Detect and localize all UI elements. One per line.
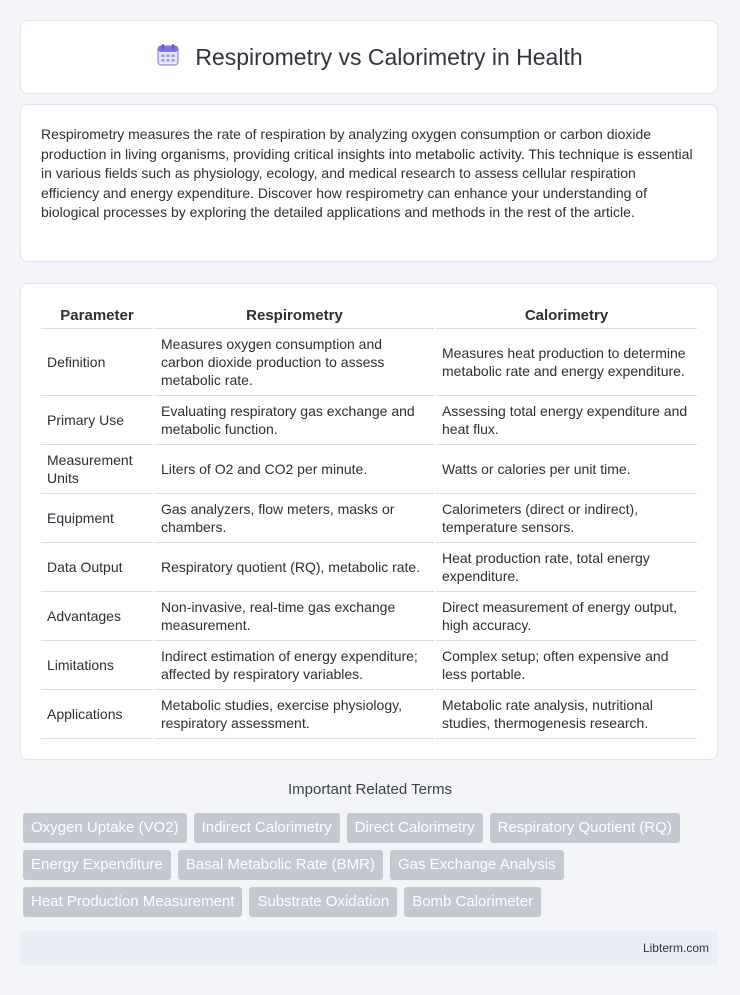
table-row (41, 641, 697, 690)
comparison-table (39, 302, 699, 739)
related-term-tag[interactable]: Gas Exchange Analysis (390, 850, 564, 880)
header (155, 42, 582, 73)
table-row (41, 329, 697, 396)
table-cell: Non-invasive, real-time gas exchange measurement. (155, 592, 434, 641)
table-cell-parameter: Advantages (41, 592, 153, 641)
table-cell: Measures oxygen consumption and carbon dioxide production to assess metabolic rate. (155, 329, 434, 396)
page-title: Respirometry vs Calorimetry in Health (195, 43, 583, 70)
table-header-row (41, 302, 697, 329)
table-cell: Watts or calories per unit time. (436, 445, 697, 494)
table-row (41, 445, 697, 494)
table-cell-parameter: Applications (41, 690, 153, 739)
related-terms-list (23, 813, 723, 917)
table-row (41, 592, 697, 641)
table-cell: Liters of O2 and CO2 per minute. (155, 445, 434, 494)
header-respirometry: Respirometry (155, 302, 434, 329)
table-cell: Metabolic studies, exercise physiology, respiratory assessment. (155, 690, 434, 739)
related-term-tag[interactable]: Bomb Calorimeter (404, 887, 541, 917)
related-term-tag[interactable]: Energy Expenditure (23, 850, 171, 880)
table-cell: Measures heat production to determine metabolic rate and energy expenditure. (436, 329, 697, 396)
intro-card (20, 104, 718, 262)
table-row (41, 494, 697, 543)
table-cell-parameter: Primary Use (41, 396, 153, 445)
header-card (20, 20, 718, 94)
header-calorimetry: Calorimetry (436, 302, 697, 329)
table-cell: Heat production rate, total energy expenditure. (436, 543, 697, 592)
table-cell-parameter: Limitations (41, 641, 153, 690)
table-cell-parameter: Data Output (41, 543, 153, 592)
table-cell: Assessing total energy expenditure and heat flux. (436, 396, 697, 445)
table-cell-parameter: Equipment (41, 494, 153, 543)
table-cell-parameter: Definition (41, 329, 153, 396)
table-cell: Direct measurement of energy output, high accuracy. (436, 592, 697, 641)
related-terms-title: Important Related Terms (288, 781, 452, 798)
table-row (41, 690, 697, 739)
table-cell-parameter: Measurement Units (41, 445, 153, 494)
table-cell: Indirect estimation of energy expenditure; affected by respiratory variables. (155, 641, 434, 690)
header-parameter: Parameter (41, 302, 153, 329)
intro-paragraph: Respirometry measures the rate of respiration by analyzing oxygen consumption or carbon dioxide production in living organisms, providing critical insights into metabolic activity. This technique is essential in various fields such as physiology, ecology, and medical research to assess cellular respiration efficiency and energy expenditure. Discover how respirometry can enhance your understanding of biological processes by exploring the detailed applications and methods in the rest of the article. (41, 126, 693, 220)
table-cell: Respiratory quotient (RQ), metabolic rate. (155, 543, 434, 592)
table-row (41, 396, 697, 445)
table-row (41, 543, 697, 592)
calendar-icon (155, 42, 181, 73)
related-term-tag[interactable]: Heat Production Measurement (23, 887, 242, 917)
footer (20, 931, 718, 965)
table-cell: Complex setup; often expensive and less portable. (436, 641, 697, 690)
related-term-tag[interactable]: Indirect Calorimetry (194, 813, 340, 843)
related-term-tag[interactable]: Substrate Oxidation (249, 887, 397, 917)
footer-site-link[interactable]: Libterm.com (642, 941, 709, 955)
table-cell: Gas analyzers, flow meters, masks or chambers. (155, 494, 434, 543)
related-term-tag[interactable]: Respiratory Quotient (RQ) (490, 813, 680, 843)
related-term-tag[interactable]: Direct Calorimetry (347, 813, 483, 843)
related-term-tag[interactable]: Oxygen Uptake (VO2) (23, 813, 187, 843)
table-cell: Calorimeters (direct or indirect), temperature sensors. (436, 494, 697, 543)
table-cell: Metabolic rate analysis, nutritional studies, thermogenesis research. (436, 690, 697, 739)
table-cell: Evaluating respiratory gas exchange and metabolic function. (155, 396, 434, 445)
related-term-tag[interactable]: Basal Metabolic Rate (BMR) (178, 850, 383, 880)
comparison-card (20, 283, 718, 760)
